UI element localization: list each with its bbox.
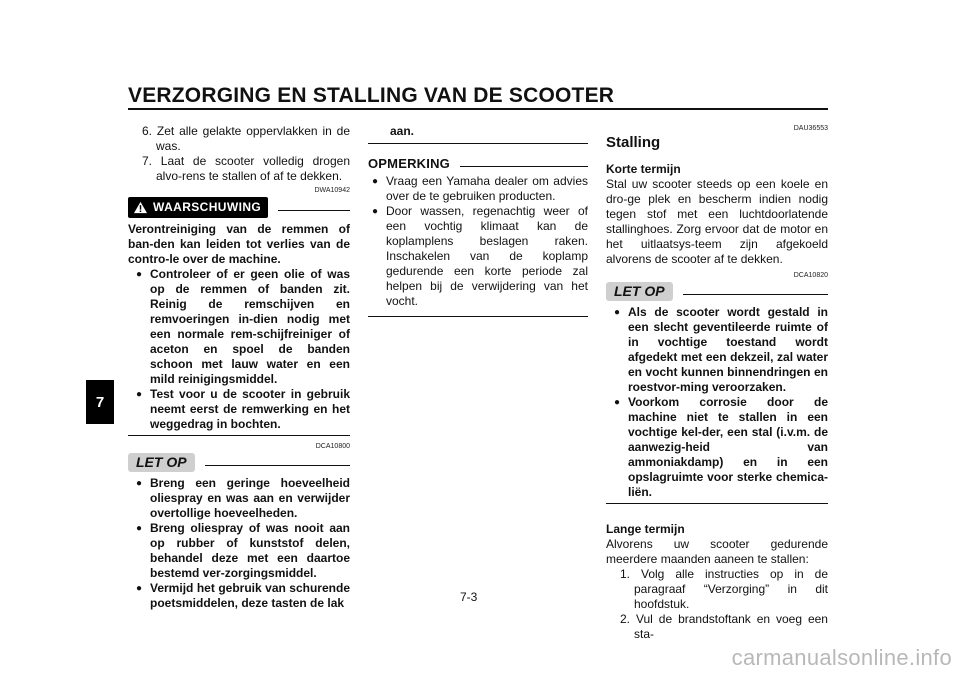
short-term-text: Stal uw scooter steeds op een koele en dro-ge plek en bescherm indien nodig tegen stof met een luchtdoorlatende stallinghoes. Zorg ervoor dat de motor en het uitlaatsys-teem zijn afgekoeld alvorens de scooter af te dekken. bbox=[606, 177, 828, 266]
section-rule bbox=[368, 143, 588, 144]
warning-badge bbox=[128, 197, 268, 218]
item-number: 6. bbox=[142, 124, 153, 138]
caution-heading bbox=[606, 282, 828, 301]
watermark: carmanualsonline.info bbox=[731, 645, 952, 670]
list-item bbox=[606, 612, 828, 642]
list-item: ● Als de scooter wordt gestald in een slecht geventileerde ruimte of in vochtige toestand wordt afgedekt met een dekzeil, zal water en vocht kunnen binnendringen en roestvor-ming veroorzaken. bbox=[606, 305, 828, 395]
list-item: ● Vermijd het gebruik van schurende poetsmiddelen, deze tasten de lak bbox=[128, 581, 350, 611]
item-number: 1. bbox=[620, 567, 631, 581]
list-item bbox=[606, 567, 828, 612]
column-middle bbox=[368, 124, 588, 317]
short-term-title: Korte termijn bbox=[606, 162, 681, 176]
long-term-text: Alvorens uw scooter gedurende meerdere maanden aaneen te stallen: bbox=[606, 537, 828, 566]
column-right bbox=[606, 124, 828, 642]
list-item bbox=[128, 154, 350, 184]
item-text: Vul de brandstoftank en voeg een sta- bbox=[634, 612, 828, 641]
note-label: OPMERKING bbox=[368, 156, 450, 171]
caution-bullets bbox=[128, 476, 350, 611]
continued-text: aan. bbox=[390, 124, 415, 138]
caution-badge: LET OP bbox=[128, 453, 195, 472]
heading-rule bbox=[278, 210, 350, 211]
item-text: Zet alle gelakte oppervlakken in de was. bbox=[156, 124, 350, 153]
caution-badge: LET OP bbox=[606, 282, 673, 301]
item-text: Volg alle instructies op in de paragraaf “Verzorging” in dit hoofdstuk. bbox=[634, 567, 828, 611]
caution-code: DCA10800 bbox=[315, 443, 350, 450]
warning-intro: Verontreiniging van de remmen of ban-den kan leiden tot verlies van de contro-le over de machine. bbox=[128, 222, 350, 266]
item-number: 7. bbox=[142, 154, 153, 168]
heading-rule bbox=[460, 166, 588, 167]
list-item: ● Vraag een Yamaha dealer om advies over de te gebruiken producten. bbox=[368, 174, 588, 204]
item-number: 2. bbox=[620, 612, 631, 626]
list-item: ● Door wassen, regenachtig weer of een vochtig klimaat kan de koplamplens beslagen raken. Inschakelen van de koplamp gedurende een korte periode zal helpen bij de verwijdering van het vocht. bbox=[368, 204, 588, 309]
chapter-tab: 7 bbox=[86, 380, 114, 424]
note-end-rule bbox=[368, 316, 588, 317]
heading-rule bbox=[683, 294, 828, 295]
list-item: ● Voorkom corrosie door de machine niet te stallen in een vochtige kel-der, een stal (i.v.m. de aanwezig-heid van ammoniakdamp) en in een opslagruimte voor sterke chemica-liën. bbox=[606, 395, 828, 500]
title-rule bbox=[128, 108, 828, 110]
section-rule bbox=[606, 503, 828, 504]
list-item bbox=[128, 124, 350, 154]
list-item: ● Breng een geringe hoeveelheid oliespray en was aan en verwijder overtollige hoeveelheden. bbox=[128, 476, 350, 521]
page-title: VERZORGING EN STALLING VAN DE SCOOTER bbox=[128, 84, 615, 107]
item-text: Laat de scooter volledig drogen alvo-rens te stallen of af te dekken. bbox=[156, 154, 350, 183]
long-term-title: Lange termijn bbox=[606, 522, 685, 536]
section-rule bbox=[128, 435, 350, 436]
section-title: Stalling bbox=[606, 134, 661, 151]
note-heading bbox=[368, 156, 588, 171]
warning-code: DWA10942 bbox=[314, 187, 350, 194]
warning-bullets bbox=[128, 267, 350, 432]
page-number: 7-3 bbox=[460, 590, 478, 604]
list-item: ● Controleer of er geen olie of was op de remmen of banden zit. Reinig de remschijven en remvoeringen in-dien nodig met een normale rem-schijfreiniger of aceton en spoel de banden schoon met lauw water en een mild reinigingsmiddel. bbox=[128, 267, 350, 387]
warning-heading bbox=[128, 197, 350, 218]
list-item: ● Breng oliespray of was nooit aan op rubber of kunststof delen, behandel deze met een daartoe bestemd ver-zorgingsmiddel. bbox=[128, 521, 350, 581]
warning-label: WAARSCHUWING bbox=[153, 200, 262, 214]
list-item: ● Test voor u de scooter in gebruik neemt eerst de remwerking en het weggedrag in bochten. bbox=[128, 387, 350, 432]
warning-triangle-icon bbox=[133, 201, 148, 214]
section-code: DAU36553 bbox=[793, 125, 828, 132]
heading-rule bbox=[205, 465, 350, 466]
column-left bbox=[128, 124, 350, 611]
note-bullets bbox=[368, 174, 588, 309]
caution-heading bbox=[128, 453, 350, 472]
caution-code: DCA10820 bbox=[793, 272, 828, 279]
caution-bullets bbox=[606, 305, 828, 500]
